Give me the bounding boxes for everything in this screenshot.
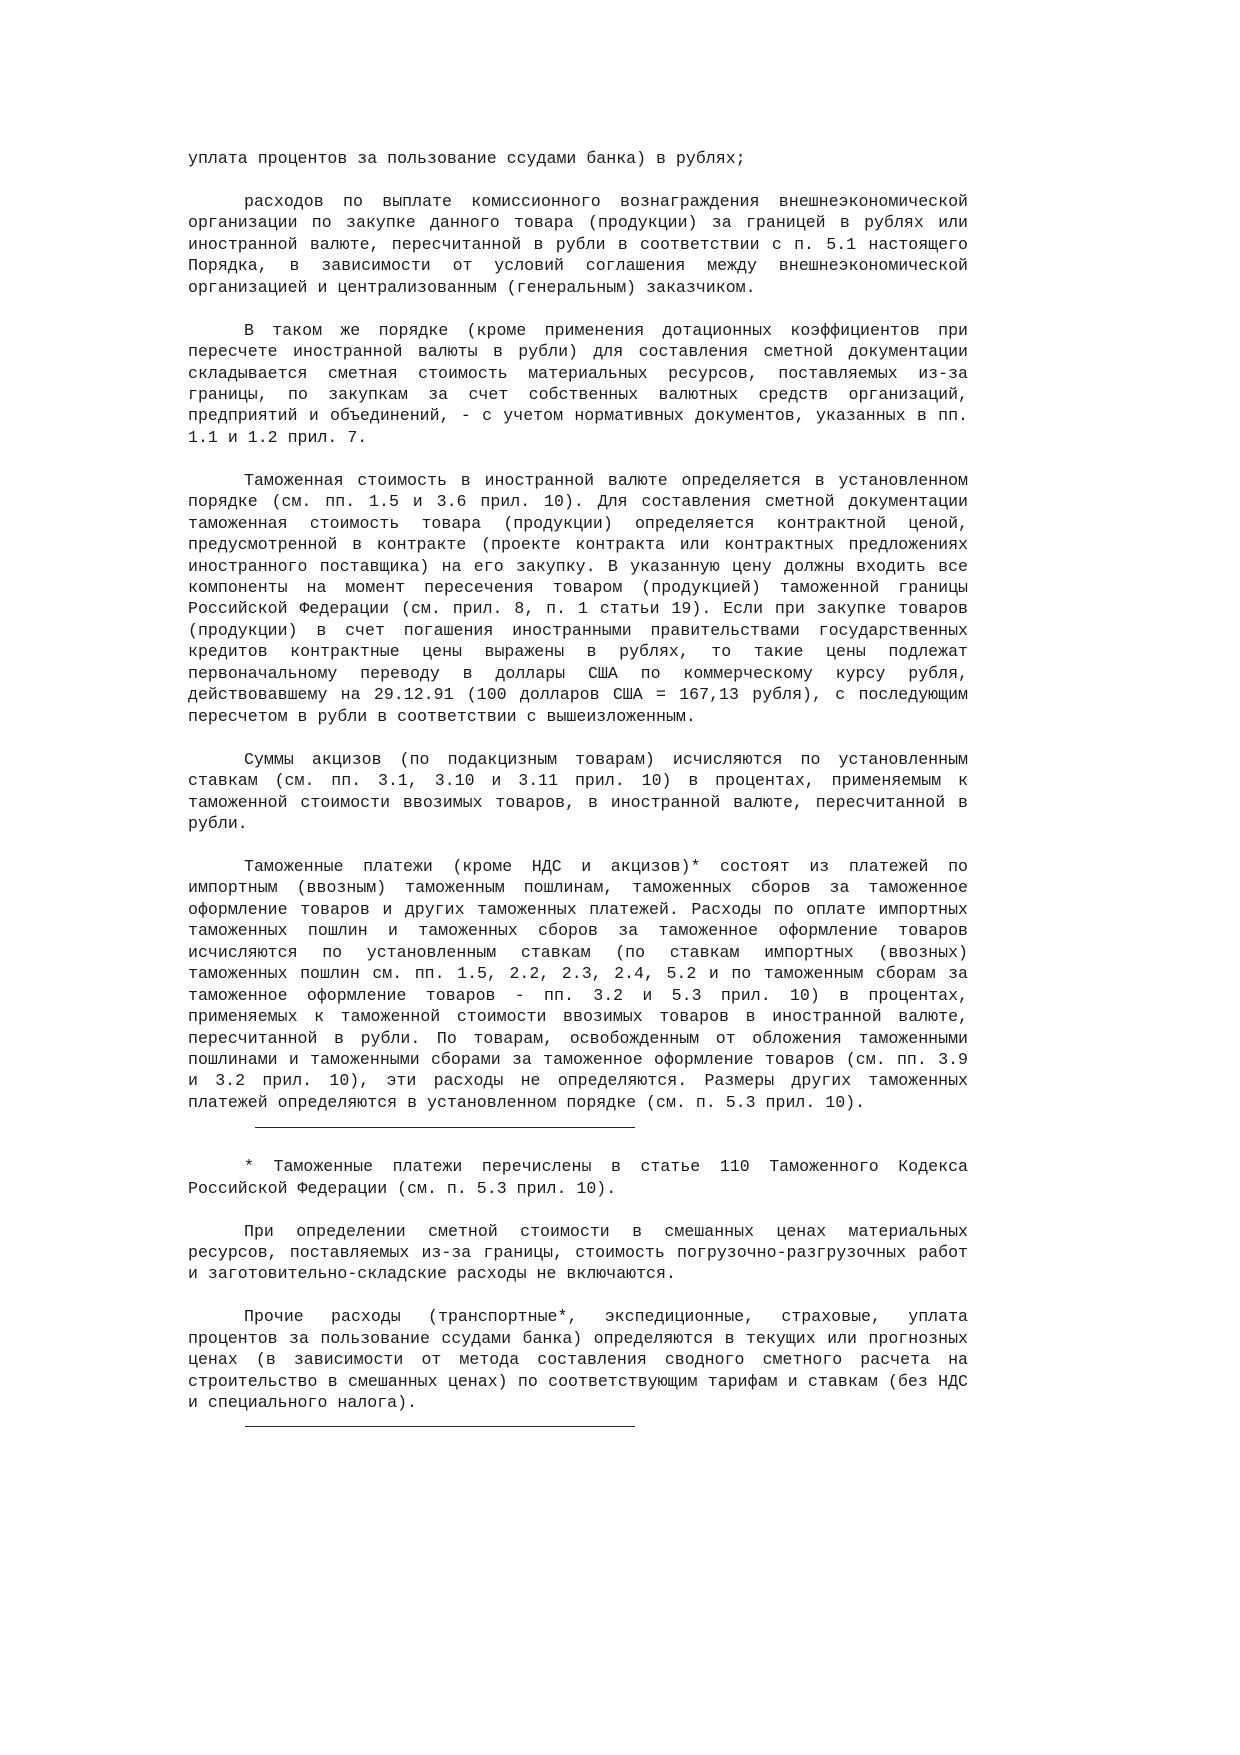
footnote-separator [255, 1127, 635, 1128]
paragraph-gap [188, 1199, 968, 1220]
paragraph-customs-payments: Таможенные платежи (кроме НДС и акцизов)* состоят из платежей по импортным (ввозным) таможенным пошлинам, таможенных сборов за таможенное оформление товаров и других таможенных платежей. Расходы по оплате импортных таможенных пошлин и таможенных сборов за таможенное оформление товаров исчисляются по установленным ставкам (по ставкам импортных (ввозных) таможенных пошлин см. пп. 1.5, 2.2, 2.3, 2.4, 5.2 и по таможенным сборам за таможенное оформление товаров - пп. 3.2 и 5.3 прил. 10) в процентах, применяемых к таможенной стоимости ввозимых товаров в иностранной валюте, пересчитанной в рубли. По товарам, освобожденным от обложения таможенными пошлинами и таможенными сборами за таможенное оформление товаров (см. пп. 3.9 и 3.2 прил. 10), эти расходы не определяются. Размеры других таможенных платежей определяются в установленном порядке (см. п. 5.3 прил. 10). [188, 856, 968, 1112]
footnote-separator-wrap-2 [188, 1414, 968, 1435]
paragraph-same-procedure: В таком же порядке (кроме применения дотационных коэффициентов при пересчете иностранной валюты в рубли) для составления сметной документации складывается сметная стоимость материальных ресурсов, поставляемых из-за границы, по закупкам за счет собственных валютных средств организаций, предприятий и объединений, - с учетом нормативных документов, указанных в пп. 1.1 и 1.2 прил. 7. [188, 320, 968, 447]
paragraph-gap [188, 298, 968, 319]
paragraph-gap [188, 1285, 968, 1306]
paragraph-gap [188, 1135, 968, 1156]
paragraph-excise-sums: Суммы акцизов (по подакцизным товарам) исчисляются по установленным ставкам (см. пп. 3.1, 3.10 и 3.11 прил. 10) в процентах, применяемым к таможенной стоимости ввозимых товаров, в иностранной валюте, пересчитанной в рубли. [188, 749, 968, 833]
paragraph-gap [188, 727, 968, 748]
footnote-separator-wrap [188, 1113, 968, 1134]
paragraph-gap [188, 834, 968, 855]
paragraph-other-expenses: Прочие расходы (транспортные*, экспедиционные, страховые, уплата процентов за пользование ссудами банка) определяются в текущих или прогнозных ценах (в зависимости от метода составления сводного сметного расчета на строительство в смешанных ценах) по соответствующим тарифам и ставкам (без НДС и специального налога). [188, 1307, 968, 1413]
footnote-separator-2 [245, 1426, 635, 1427]
paragraph-commission-expenses: расходов по выплате комиссионного вознаграждения внешнеэкономической организации по закупке данного товара (продукции) за границей в рублях или иностранной валюте, пересчитанной в рубли в соответствии с п. 5.1 настоящего Порядка, в зависимости от условий соглашения между внешнеэкономической организацией и централизованным (генеральным) заказчиком. [188, 191, 968, 297]
paragraph-gap [188, 448, 968, 469]
document-page [188, 148, 968, 1435]
paragraph-gap [188, 169, 968, 190]
paragraph-customs-value: Таможенная стоимость в иностранной валюте определяется в установленном порядке (см. пп. 1.5 и 3.6 прил. 10). Для составления сметной документации таможенная стоимость товара (продукции) определяется контрактной ценой, предусмотренной в контракте (проекте контракта или контрактных предложениях иностранного поставщика) на его закупку. В указанную цену должны входить все компоненты на момент пересечения товаром (продукцией) таможенной границы Российской Федерации (см. прил. 8, п. 1 статьи 19). Если при закупке товаров (продукции) в счет погашения иностранными правительствами государственных кредитов контрактные цены выражены в рублях, то такие цены подлежат первоначальному переводу в доллары США по коммерческому курсу рубля, действовавшему на 29.12.91 (100 долларов США = 167,13 рубля), с последующим пересчетом в рубли в соответствии с вышеизложенным. [188, 470, 968, 726]
footnote-customs-payments: * Таможенные платежи перечислены в статье 110 Таможенного Кодекса Российской Федерации (см. п. 5.3 прил. 10). [188, 1157, 968, 1198]
paragraph-mixed-prices: При определении сметной стоимости в смешанных ценах материальных ресурсов, поставляемых из-за границы, стоимость погрузочно-разгрузочных работ и заготовительно-складские расходы не включаются. [188, 1221, 968, 1284]
paragraph-continuation: уплата процентов за пользование ссудами банка) в рублях; [188, 149, 746, 168]
